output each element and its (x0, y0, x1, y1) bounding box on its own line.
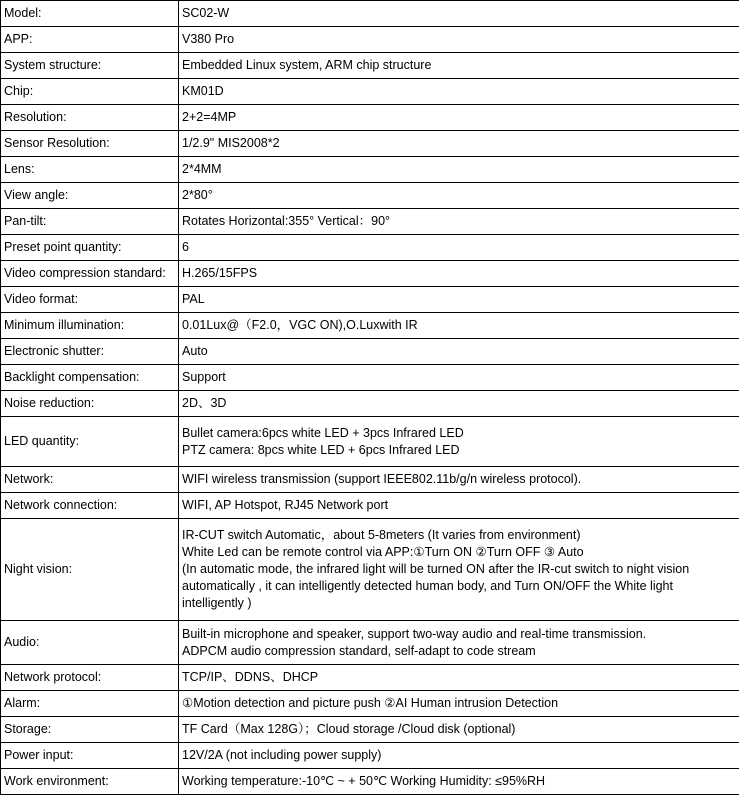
spec-label: APP: (1, 27, 179, 53)
spec-value (179, 183, 739, 209)
spec-value (179, 417, 739, 467)
spec-value (179, 391, 739, 417)
spec-row (1, 287, 739, 313)
spec-label: Resolution: (1, 105, 179, 131)
spec-value-line: V380 Pro (182, 31, 739, 48)
spec-row (1, 183, 739, 209)
spec-row (1, 131, 739, 157)
spec-value-line: 6 (182, 239, 739, 256)
spec-value-line: TF Card（Max 128G）；Cloud storage /Cloud disk (optional) (182, 721, 739, 738)
spec-value (179, 717, 739, 743)
spec-value-line: 2+2=4MP (182, 109, 739, 126)
spec-value-line: ADPCM audio compression standard, self-adapt to code stream (182, 643, 739, 660)
spec-value-line: PTZ camera: 8pcs white LED + 6pcs Infrared LED (182, 442, 739, 459)
spec-value-line: 12V/2A (not including power supply) (182, 747, 739, 764)
spec-label: Backlight compensation: (1, 365, 179, 391)
spec-value-line: Bullet camera:6pcs white LED + 3pcs Infrared LED (182, 425, 739, 442)
spec-value (179, 79, 739, 105)
spec-value (179, 519, 739, 621)
spec-row (1, 339, 739, 365)
spec-value-line: Embedded Linux system, ARM chip structure (182, 57, 739, 74)
spec-label: Network: (1, 467, 179, 493)
spec-label: Audio: (1, 621, 179, 665)
spec-value (179, 743, 739, 769)
spec-row (1, 519, 739, 621)
spec-row (1, 79, 739, 105)
spec-label: System structure: (1, 53, 179, 79)
spec-value (179, 131, 739, 157)
spec-label: Preset point quantity: (1, 235, 179, 261)
spec-value-line: WIFI wireless transmission (support IEEE802.11b/g/n wireless protocol). (182, 471, 739, 488)
spec-value (179, 1, 739, 27)
spec-value (179, 665, 739, 691)
spec-value-line: automatically , it can intelligently detected human body, and Turn ON/OFF the White light (182, 578, 739, 595)
spec-label: Pan-tilt: (1, 209, 179, 235)
spec-value (179, 621, 739, 665)
spec-value (179, 769, 739, 795)
spec-row (1, 621, 739, 665)
spec-label: LED quantity: (1, 417, 179, 467)
spec-value-line: intelligently ) (182, 595, 739, 612)
spec-value (179, 261, 739, 287)
spec-value-line: Rotates Horizontal:355° Vertical：90° (182, 213, 739, 230)
spec-label: Video compression standard: (1, 261, 179, 287)
spec-row (1, 313, 739, 339)
spec-label: Alarm: (1, 691, 179, 717)
spec-label: View angle: (1, 183, 179, 209)
spec-value-line: 2D、3D (182, 395, 739, 412)
spec-row (1, 53, 739, 79)
spec-value (179, 235, 739, 261)
spec-value-line: TCP/IP、DDNS、DHCP (182, 669, 739, 686)
spec-value (179, 53, 739, 79)
spec-row (1, 209, 739, 235)
spec-row (1, 105, 739, 131)
spec-value (179, 339, 739, 365)
spec-table-body (1, 1, 739, 795)
spec-value (179, 27, 739, 53)
spec-value-line: 2*4MM (182, 161, 739, 178)
spec-row (1, 157, 739, 183)
spec-label: Night vision: (1, 519, 179, 621)
spec-row (1, 261, 739, 287)
spec-label: Network protocol: (1, 665, 179, 691)
spec-value-line: Support (182, 369, 739, 386)
spec-value (179, 209, 739, 235)
spec-row (1, 235, 739, 261)
spec-value-line: Working temperature:-10℃ ~ + 50℃ Working Humidity: ≤95%RH (182, 773, 739, 790)
spec-row (1, 27, 739, 53)
spec-value-line: PAL (182, 291, 739, 308)
spec-value-line: Auto (182, 343, 739, 360)
spec-row (1, 743, 739, 769)
spec-label: Network connection: (1, 493, 179, 519)
spec-row (1, 665, 739, 691)
spec-value-line: SC02-W (182, 5, 739, 22)
spec-row (1, 769, 739, 795)
spec-row (1, 691, 739, 717)
spec-row (1, 1, 739, 27)
spec-label: Lens: (1, 157, 179, 183)
spec-row (1, 717, 739, 743)
spec-value-line: H.265/15FPS (182, 265, 739, 282)
spec-label: Video format: (1, 287, 179, 313)
spec-value-line: Built-in microphone and speaker, support two-way audio and real-time transmission. (182, 626, 739, 643)
spec-value (179, 157, 739, 183)
spec-value (179, 467, 739, 493)
spec-value (179, 105, 739, 131)
spec-value-line: 2*80° (182, 187, 739, 204)
spec-label: Sensor Resolution: (1, 131, 179, 157)
spec-value-line: 1/2.9" MIS2008*2 (182, 135, 739, 152)
spec-label: Model: (1, 1, 179, 27)
spec-value-line: ①Motion detection and picture push ②AI Human intrusion Detection (182, 695, 739, 712)
spec-label: Storage: (1, 717, 179, 743)
spec-row (1, 467, 739, 493)
spec-value (179, 493, 739, 519)
spec-value-line: IR-CUT switch Automatic，about 5-8meters (It varies from environment) (182, 527, 739, 544)
spec-row (1, 417, 739, 467)
spec-value-line: White Led can be remote control via APP:①Turn ON ②Turn OFF ③ Auto (182, 544, 739, 561)
spec-value-line: (In automatic mode, the infrared light will be turned ON after the IR-cut switch to night vision (182, 561, 739, 578)
spec-label: Electronic shutter: (1, 339, 179, 365)
spec-label: Power input: (1, 743, 179, 769)
spec-label: Chip: (1, 79, 179, 105)
spec-label: Noise reduction: (1, 391, 179, 417)
spec-row (1, 391, 739, 417)
spec-value-line: 0.01Lux@（F2.0，VGC ON),O.Luxwith IR (182, 317, 739, 334)
spec-value (179, 691, 739, 717)
spec-row (1, 493, 739, 519)
spec-value (179, 313, 739, 339)
spec-value-line: WIFI, AP Hotspot, RJ45 Network port (182, 497, 739, 514)
spec-label: Work environment: (1, 769, 179, 795)
spec-label: Minimum illumination: (1, 313, 179, 339)
spec-row (1, 365, 739, 391)
spec-value-line: KM01D (182, 83, 739, 100)
spec-value (179, 365, 739, 391)
spec-value (179, 287, 739, 313)
